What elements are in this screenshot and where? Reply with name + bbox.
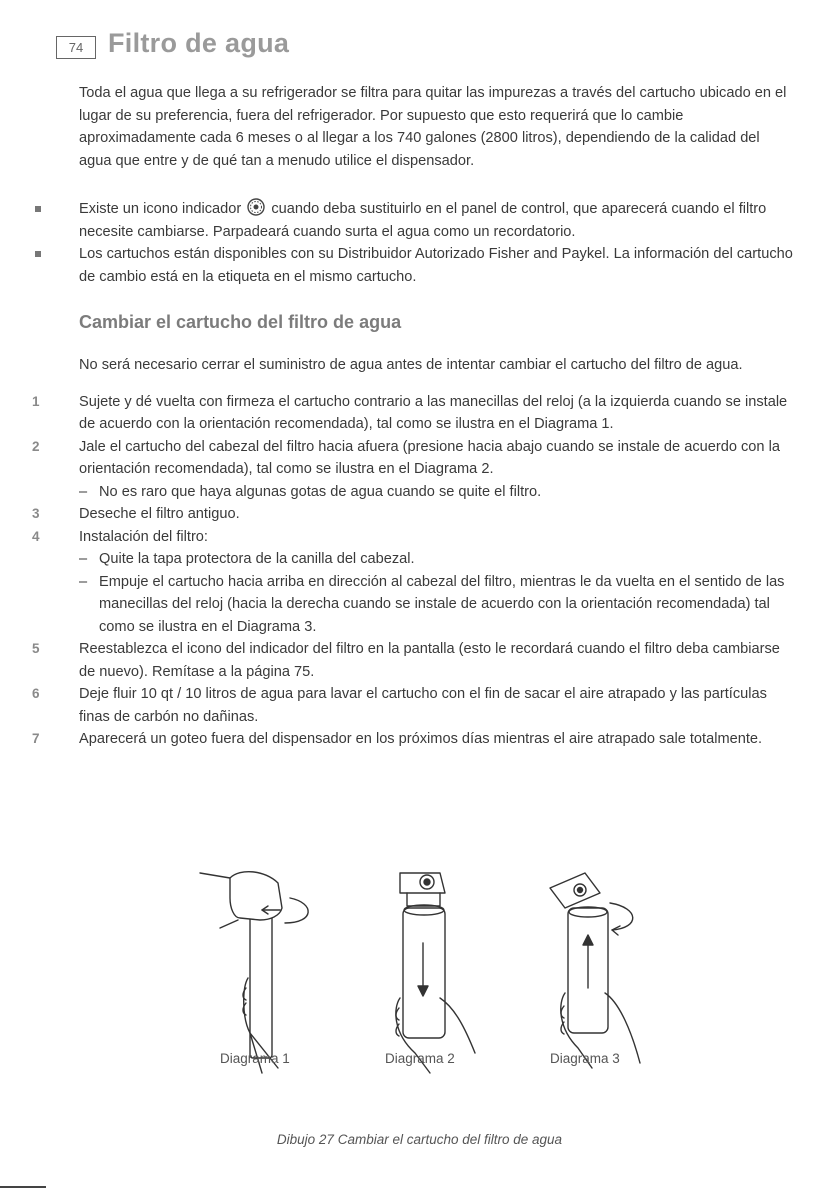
step-number: 1 <box>32 393 40 409</box>
section-intro: No será necesario cerrar el suministro de agua antes de intentar cambiar el cartucho del filtro de agua. <box>79 357 743 373</box>
substep-item: – Quite la tapa protectora de la canilla del cabezal. <box>79 551 415 567</box>
filter-indicator-icon <box>247 198 265 216</box>
step-item <box>32 683 795 728</box>
intro-paragraph: Toda el agua que llega a su refrigerador se filtra para quitar las impurezas a través del cartucho ubicado en el lugar de su preferencia, fuera del refrigerador. Por supuesto que esto requerirá que lo cambie aproximadamente cada 6 meses o al llegar a los 740 galones (2800 litros), dependiendo de la calidad del agua que entre y de qué tan a menudo utilice el dispensador. <box>79 85 787 169</box>
twist-cartridge-illustration <box>190 868 350 1078</box>
substep-text: No es raro que haya algunas gotas de agua cuando se quite el filtro. <box>99 483 542 500</box>
diagram-2 <box>355 868 515 1078</box>
diagram-label: Diagrama 2 <box>385 1051 455 1066</box>
step-text: Deseche el filtro antiguo. <box>79 506 240 522</box>
steps-list <box>32 391 795 751</box>
bullet-square-icon <box>35 206 41 212</box>
substep-item: – Empuje el cartucho hacia arriba en dirección al cabezal del filtro, mientras le da vuelta en el sentido de las manecillas del reloj (hacia la derecha cuando se instale de acuerdo con la orientación recomendada) tal como se ilustra en el Diagrama 3. <box>79 573 785 635</box>
page-content <box>32 82 795 751</box>
step-number: 5 <box>32 641 40 656</box>
bullet-text-after-icon: cuando deba sustituirlo en el panel de control, que aparecerá cuando el filtro necesite cambiarse. Parpadeará cuando surta el agua como un recordatorio. <box>79 201 767 240</box>
step-text: Sujete y dé vuelta con firmeza el cartucho contrario a las manecillas del reloj (a la izquierda cuando se instale de acuerdo con la orientación recomendada), tal como se ilustra en el Diagrama 1. <box>79 393 788 432</box>
step-item <box>32 638 795 683</box>
step-number: 7 <box>32 731 40 746</box>
bullet-text-before-icon: Existe un icono indicador <box>79 201 242 217</box>
substep-text: Empuje el cartucho hacia arriba en dirección al cabezal del filtro, mientras le da vuelta en el sentido de las manecillas del reloj (hacia la derecha cuando se instale de acuerdo con la orientación recomendada) tal como se ilustra en el Diagrama 3. <box>99 573 785 635</box>
step-number: 3 <box>32 506 40 521</box>
page-title: Filtro de agua <box>108 28 290 58</box>
diagram-label: Diagrama 1 <box>220 1051 290 1066</box>
substep-list <box>79 548 795 638</box>
bottom-rule <box>0 1186 46 1188</box>
substep-text: Quite la tapa protectora de la canilla del cabezal. <box>99 551 415 567</box>
step-item <box>32 436 795 504</box>
step-item <box>32 503 795 526</box>
step-number: 6 <box>32 686 40 701</box>
step-item <box>32 391 795 436</box>
section-title: Cambiar el cartucho del filtro de agua <box>79 312 402 332</box>
bullet-item <box>79 198 795 243</box>
bullet-square-icon <box>35 251 41 257</box>
step-number: 4 <box>32 528 40 544</box>
step-text: Reestablezca el icono del indicador del filtro en la pantalla (esto le recordará cuando el filtro deba cambiarse de nuevo). Remítase a la página 75. <box>79 641 780 680</box>
diagram-1 <box>190 868 350 1078</box>
substep-list <box>79 481 795 504</box>
step-text: Aparecerá un goteo fuera del dispensador en los próximos días mientras el aire atrapado sale totalmente. <box>79 731 763 747</box>
bullet-text: Los cartuchos están disponibles con su Distribuidor Autorizado Fisher and Paykel. La información del cartucho de cambio está en la etiqueta en el mismo cartucho. <box>79 246 793 285</box>
diagram-3 <box>520 868 680 1078</box>
step-item <box>32 526 795 639</box>
bullet-list <box>79 198 795 288</box>
step-text: Instalación del filtro: <box>79 528 208 545</box>
push-cartridge-up-illustration <box>520 868 680 1078</box>
step-text: Jale el cartucho del cabezal del filtro hacia afuera (presione hacia abajo cuando se instale de acuerdo con la orientación recomendada), tal como se ilustra en el Diagrama 2. <box>79 438 780 477</box>
bullet-item <box>79 243 795 288</box>
page-number: 74 <box>56 36 96 59</box>
step-text: Deje fluir 10 qt / 10 litros de agua para lavar el cartucho con el fin de sacar el aire atrapado y las partículas finas de carbón no dañinas. <box>79 686 767 725</box>
pull-cartridge-down-illustration <box>355 868 515 1078</box>
step-number: 2 <box>32 438 40 454</box>
figure-caption: Dibujo 27 Cambiar el cartucho del filtro de agua <box>276 1132 563 1147</box>
step-item <box>32 728 795 751</box>
substep-item: – No es raro que haya algunas gotas de agua cuando se quite el filtro. <box>79 483 542 500</box>
diagrams-row <box>190 868 690 1078</box>
diagram-label: Diagrama 3 <box>550 1051 620 1066</box>
